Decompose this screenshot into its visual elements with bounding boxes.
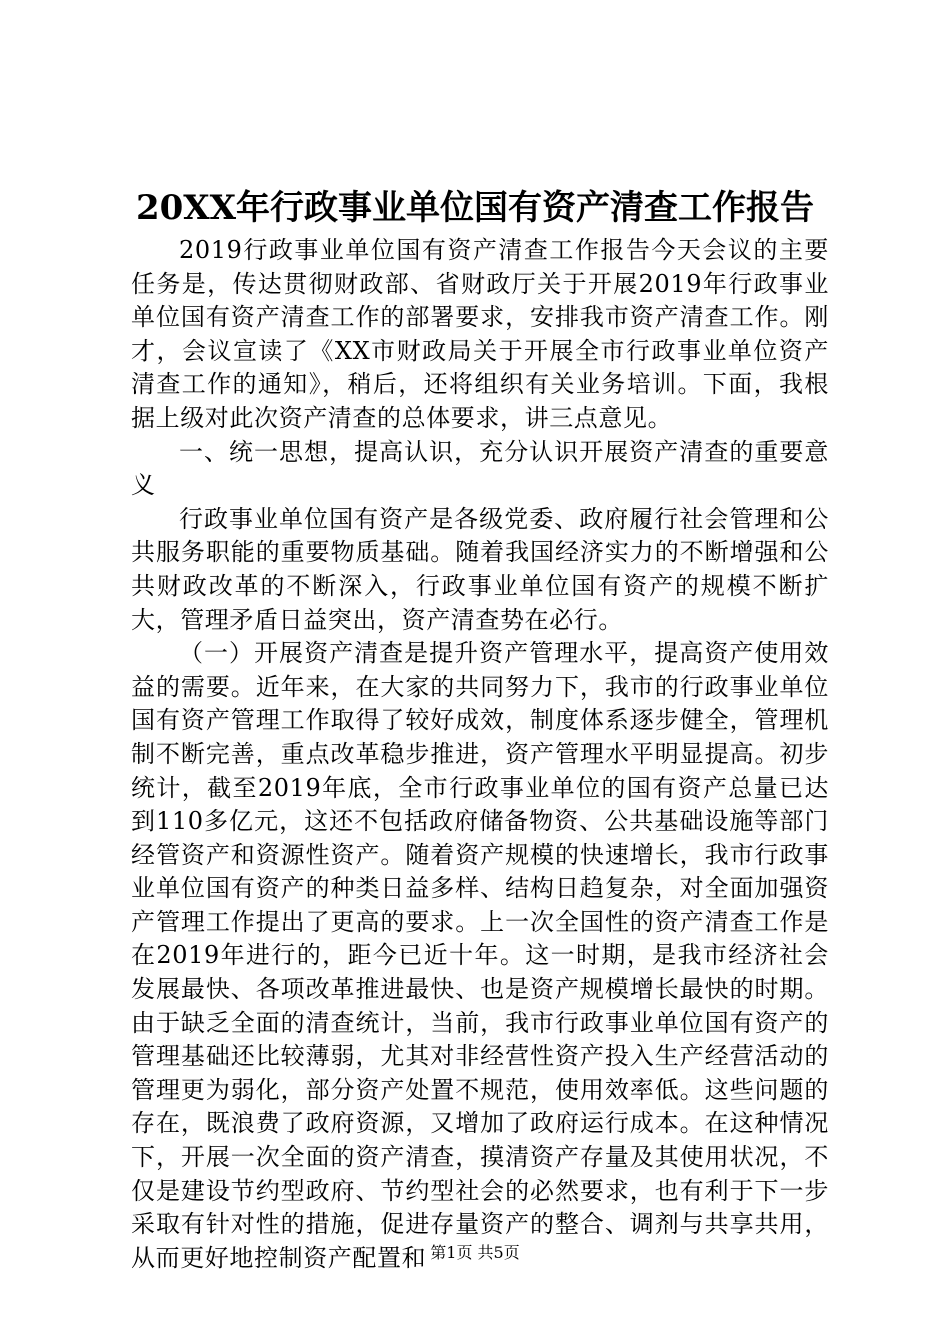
document-title: 20XX年行政事业单位国有资产清查工作报告 xyxy=(135,188,815,228)
section-heading-1: 一、统一思想，提高认识，充分认识开展资产清查的重要意义 xyxy=(131,437,829,500)
paragraph-intro: 2019行政事业单位国有资产清查工作报告今天会议的主要任务是，传达贯彻财政部、省财政厅关于开展2019年行政事业单位国有资产清查工作的部署要求，安排我市资产清查工作。刚才，会议宣读了《XX市财政局关于开展全市行政事业单位资产清查工作的通知》，稍后，还将组织有关业务培训。下面，我根据上级对此次资产清查的总体要求，讲三点意见。 xyxy=(131,236,829,432)
document-body xyxy=(131,234,829,1275)
paragraph-subsection-1: （一）开展资产清查是提升资产管理水平，提高资产使用效益的需要。近年来，在大家的共同努力下，我市的行政事业单位国有资产管理工作取得了较好成效，制度体系逐步健全，管理机制不断完善，重点改革稳步推进，资产管理水平明显提高。初步统计，截至2019年底，全市行政事业单位的国有资产总量已达到110多亿元，这还不包括政府储备物资、公共基础设施等部门经管资产和资源性资产。随着资产规模的快速增长，我市行政事业单位国有资产的种类日益多样、结构日趋复杂，对全面加强资产管理工作提出了更高的要求。上一次全国性的资产清查工作是在2019年进行的，距今已近十年。这一时期，是我市经济社会发展最快、各项改革推进最快、也是资产规模增长最快的时期。由于缺乏全面的清查统计，当前，我市行政事业单位国有资产的管理基础还比较薄弱，尤其对非经营性资产投入生产经营活动的管理更为弱化，部分资产处置不规范，使用效率低。这些问题的存在，既浪费了政府资源，又增加了政府运行成本。在这种情况下，开展一次全面的资产清查，摸清资产存量及其使用状况，不仅是建设节约型政府、节约型社会的必然要求，也有利于下一步采取有针对性的措施，促进存量资产的整合、调剂与共享共用，从而更好地控制资产配置和 xyxy=(131,639,829,1272)
page-footer: 第1页 共5页 xyxy=(430,1243,520,1262)
paragraph-assets-basis: 行政事业单位国有资产是各级党委、政府履行社会管理和公共服务职能的重要物质基础。随着我国经济实力的不断增强和公共财政改革的不断深入，行政事业单位国有资产的规模不断扩大，管理矛盾日益突出，资产清查势在必行。 xyxy=(131,504,829,634)
